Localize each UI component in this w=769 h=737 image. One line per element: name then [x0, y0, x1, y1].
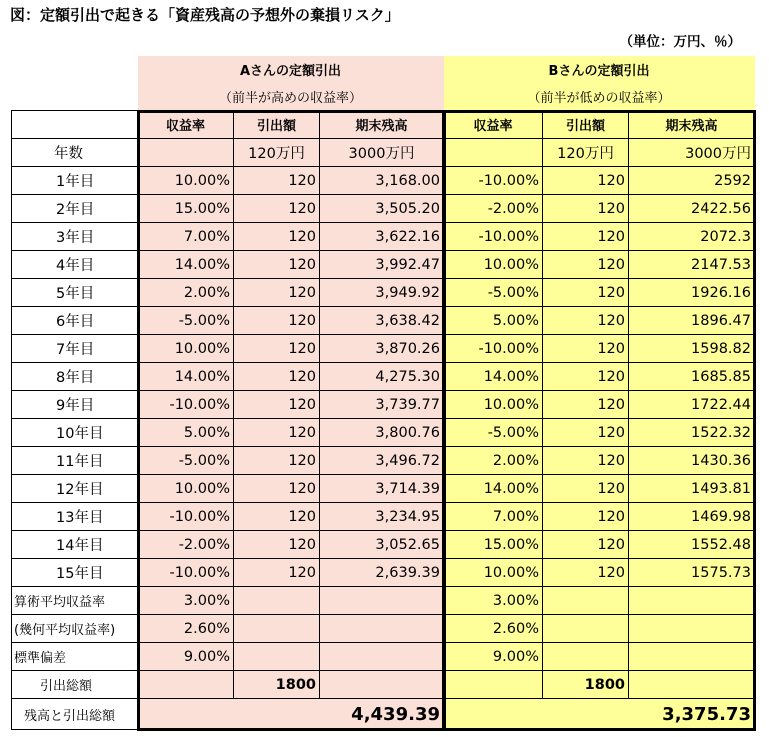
- initial-a-rate: [138, 139, 234, 167]
- a-stat: 9.00%: [138, 643, 234, 671]
- b-withdraw: 120: [543, 503, 629, 531]
- table-row: [12, 167, 755, 195]
- a-balance: 3,622.16: [320, 223, 444, 251]
- header-a-rate: 収益率: [138, 111, 234, 139]
- table-row: [12, 531, 755, 559]
- table-row: [12, 419, 755, 447]
- total-withdraw-row: [12, 671, 755, 699]
- table-row: [12, 251, 755, 279]
- year-label: 2年目: [12, 195, 138, 223]
- b-withdraw: 120: [543, 559, 629, 587]
- b-withdraw: 120: [543, 223, 629, 251]
- header-blank: [12, 111, 138, 139]
- a-stat-blank: [320, 615, 444, 643]
- b-rate: -5.00%: [444, 419, 543, 447]
- stat-label: 算術平均収益率: [12, 587, 138, 615]
- b-balance: 2072.3: [629, 223, 755, 251]
- figure-title: 図：定額引出で起きる「資産残高の予想外の棄損リスク」: [10, 6, 400, 24]
- b-balance: 1430.36: [629, 447, 755, 475]
- b-withdraw: 120: [543, 363, 629, 391]
- b-grand-total: 3,375.73: [444, 699, 755, 730]
- a-balance: 3,052.65: [320, 531, 444, 559]
- b-withdraw: 120: [543, 335, 629, 363]
- year-label: 6年目: [12, 307, 138, 335]
- unit-note: （単位：万円、％）: [619, 34, 741, 50]
- a-balance: 3,714.39: [320, 475, 444, 503]
- a-withdraw: 120: [234, 335, 320, 363]
- a-withdraw: 120: [234, 167, 320, 195]
- initial-label: 年数: [12, 139, 138, 167]
- b-rate: 14.00%: [444, 475, 543, 503]
- a-balance: 3,234.95: [320, 503, 444, 531]
- b-rate: -5.00%: [444, 279, 543, 307]
- a-withdraw: 120: [234, 195, 320, 223]
- b-stat-blank: [543, 643, 629, 671]
- a-rate: 15.00%: [138, 195, 234, 223]
- a-rate: 14.00%: [138, 363, 234, 391]
- b-stat-blank: [629, 615, 755, 643]
- b-stat-blank: [629, 587, 755, 615]
- b-balance: 1598.82: [629, 335, 755, 363]
- b-balance: 1926.16: [629, 279, 755, 307]
- a-balance: 2,639.39: [320, 559, 444, 587]
- b-withdraw: 120: [543, 167, 629, 195]
- b-rate: -2.00%: [444, 195, 543, 223]
- a-balance: 3,949.92: [320, 279, 444, 307]
- b-rate: -10.00%: [444, 223, 543, 251]
- withdrawal-table: [11, 56, 755, 730]
- a-rate: -10.00%: [138, 391, 234, 419]
- b-withdraw: 120: [543, 475, 629, 503]
- b-stat: 3.00%: [444, 587, 543, 615]
- year-label: 4年目: [12, 251, 138, 279]
- a-rate: 7.00%: [138, 223, 234, 251]
- year-label: 8年目: [12, 363, 138, 391]
- table-row: [12, 363, 755, 391]
- year-label: 10年目: [12, 419, 138, 447]
- b-rate: -10.00%: [444, 167, 543, 195]
- a-withdraw: 120: [234, 363, 320, 391]
- a-balance: 3,992.47: [320, 251, 444, 279]
- b-balance: 1493.81: [629, 475, 755, 503]
- b-balance: 1575.73: [629, 559, 755, 587]
- stat-row: [12, 643, 755, 671]
- a-rate: 5.00%: [138, 419, 234, 447]
- b-balance: 1469.98: [629, 503, 755, 531]
- initial-a-withdraw: 120万円: [234, 139, 320, 167]
- year-label: 7年目: [12, 335, 138, 363]
- b-withdraw: 120: [543, 447, 629, 475]
- a-withdraw: 120: [234, 447, 320, 475]
- a-withdraw: 120: [234, 559, 320, 587]
- a-withdraw: 120: [234, 391, 320, 419]
- table-row: [12, 503, 755, 531]
- b-balance: 2147.53: [629, 251, 755, 279]
- a-withdraw: 120: [234, 419, 320, 447]
- b-balance: 2592: [629, 167, 755, 195]
- b-total-blank-2: [629, 671, 755, 699]
- a-balance: 3,496.72: [320, 447, 444, 475]
- grand-total-row: [12, 699, 755, 730]
- table-row: [12, 307, 755, 335]
- b-stat: 2.60%: [444, 615, 543, 643]
- header-b-rate: 収益率: [444, 111, 543, 139]
- b-rate: 5.00%: [444, 307, 543, 335]
- year-label: 14年目: [12, 531, 138, 559]
- stat-label: (幾何平均収益率): [12, 615, 138, 643]
- table-row: [12, 391, 755, 419]
- header-b-withdraw: 引出額: [543, 111, 629, 139]
- a-rate: 14.00%: [138, 251, 234, 279]
- b-withdraw: 120: [543, 307, 629, 335]
- a-balance: 3,870.26: [320, 335, 444, 363]
- a-rate: -2.00%: [138, 531, 234, 559]
- a-stat-blank: [234, 615, 320, 643]
- b-stat-blank: [543, 587, 629, 615]
- year-label: 13年目: [12, 503, 138, 531]
- a-withdraw: 120: [234, 223, 320, 251]
- b-rate: 7.00%: [444, 503, 543, 531]
- a-total-withdraw: 1800: [234, 671, 320, 699]
- a-withdraw: 120: [234, 251, 320, 279]
- table-row: [12, 335, 755, 363]
- year-label: 12年目: [12, 475, 138, 503]
- b-balance: 1896.47: [629, 307, 755, 335]
- a-balance: 3,800.76: [320, 419, 444, 447]
- a-withdraw: 120: [234, 503, 320, 531]
- a-stat-blank: [234, 643, 320, 671]
- year-label: 9年目: [12, 391, 138, 419]
- b-rate: 10.00%: [444, 251, 543, 279]
- initial-b-balance: 3000万円: [629, 139, 755, 167]
- total-withdraw-label: 引出総額: [12, 671, 138, 699]
- b-withdraw: 120: [543, 195, 629, 223]
- a-rate: -10.00%: [138, 503, 234, 531]
- initial-b-withdraw: 120万円: [543, 139, 629, 167]
- initial-b-rate: [444, 139, 543, 167]
- b-balance: 1685.85: [629, 363, 755, 391]
- b-rate: 14.00%: [444, 363, 543, 391]
- a-rate: 10.00%: [138, 167, 234, 195]
- year-label: 3年目: [12, 223, 138, 251]
- table-row: [12, 447, 755, 475]
- b-stat-blank: [629, 643, 755, 671]
- table-row: [12, 475, 755, 503]
- stat-row: [12, 587, 755, 615]
- group-a-subtitle: （前半が高めの収益率）: [138, 83, 444, 111]
- blank-corner-2: [12, 83, 138, 111]
- a-rate: 2.00%: [138, 279, 234, 307]
- b-total-withdraw: 1800: [543, 671, 629, 699]
- group-b-subtitle: （前半が低めの収益率）: [444, 83, 755, 111]
- a-total-blank: [138, 671, 234, 699]
- year-label: 15年目: [12, 559, 138, 587]
- a-withdraw: 120: [234, 475, 320, 503]
- year-label: 1年目: [12, 167, 138, 195]
- header-a-withdraw: 引出額: [234, 111, 320, 139]
- table-row: [12, 223, 755, 251]
- a-rate: 10.00%: [138, 335, 234, 363]
- a-stat: 2.60%: [138, 615, 234, 643]
- a-withdraw: 120: [234, 531, 320, 559]
- a-balance: 4,275.30: [320, 363, 444, 391]
- b-withdraw: 120: [543, 251, 629, 279]
- grand-total-label: 残高と引出総額: [12, 699, 138, 730]
- a-balance: 3,168.00: [320, 167, 444, 195]
- b-withdraw: 120: [543, 419, 629, 447]
- stat-row: [12, 615, 755, 643]
- header-a-balance: 期末残高: [320, 111, 444, 139]
- a-stat-blank: [320, 643, 444, 671]
- group-b-title: Bさんの定額引出: [444, 56, 755, 83]
- b-rate: 10.00%: [444, 391, 543, 419]
- b-withdraw: 120: [543, 531, 629, 559]
- a-stat-blank: [320, 587, 444, 615]
- table-row: [12, 195, 755, 223]
- b-total-blank: [444, 671, 543, 699]
- b-stat: 9.00%: [444, 643, 543, 671]
- b-balance: 1552.48: [629, 531, 755, 559]
- b-rate: 2.00%: [444, 447, 543, 475]
- b-stat-blank: [543, 615, 629, 643]
- a-rate: -5.00%: [138, 307, 234, 335]
- b-balance: 1722.44: [629, 391, 755, 419]
- a-withdraw: 120: [234, 307, 320, 335]
- b-rate: 15.00%: [444, 531, 543, 559]
- b-rate: -10.00%: [444, 335, 543, 363]
- b-balance: 1522.32: [629, 419, 755, 447]
- group-a-title: Aさんの定額引出: [138, 56, 444, 83]
- b-withdraw: 120: [543, 391, 629, 419]
- a-stat: 3.00%: [138, 587, 234, 615]
- b-withdraw: 120: [543, 279, 629, 307]
- initial-a-balance: 3000万円: [320, 139, 444, 167]
- a-balance: 3,739.77: [320, 391, 444, 419]
- header-b-balance: 期末残高: [629, 111, 755, 139]
- year-label: 11年目: [12, 447, 138, 475]
- a-total-blank-2: [320, 671, 444, 699]
- b-rate: 10.00%: [444, 559, 543, 587]
- table-row: [12, 559, 755, 587]
- year-label: 5年目: [12, 279, 138, 307]
- table-row: [12, 279, 755, 307]
- a-rate: 10.00%: [138, 475, 234, 503]
- a-stat-blank: [234, 587, 320, 615]
- a-withdraw: 120: [234, 279, 320, 307]
- a-grand-total: 4,439.39: [138, 699, 444, 730]
- stat-label: 標準偏差: [12, 643, 138, 671]
- b-balance: 2422.56: [629, 195, 755, 223]
- a-rate: -5.00%: [138, 447, 234, 475]
- a-balance: 3,505.20: [320, 195, 444, 223]
- a-balance: 3,638.42: [320, 307, 444, 335]
- a-rate: -10.00%: [138, 559, 234, 587]
- blank-corner: [12, 56, 138, 83]
